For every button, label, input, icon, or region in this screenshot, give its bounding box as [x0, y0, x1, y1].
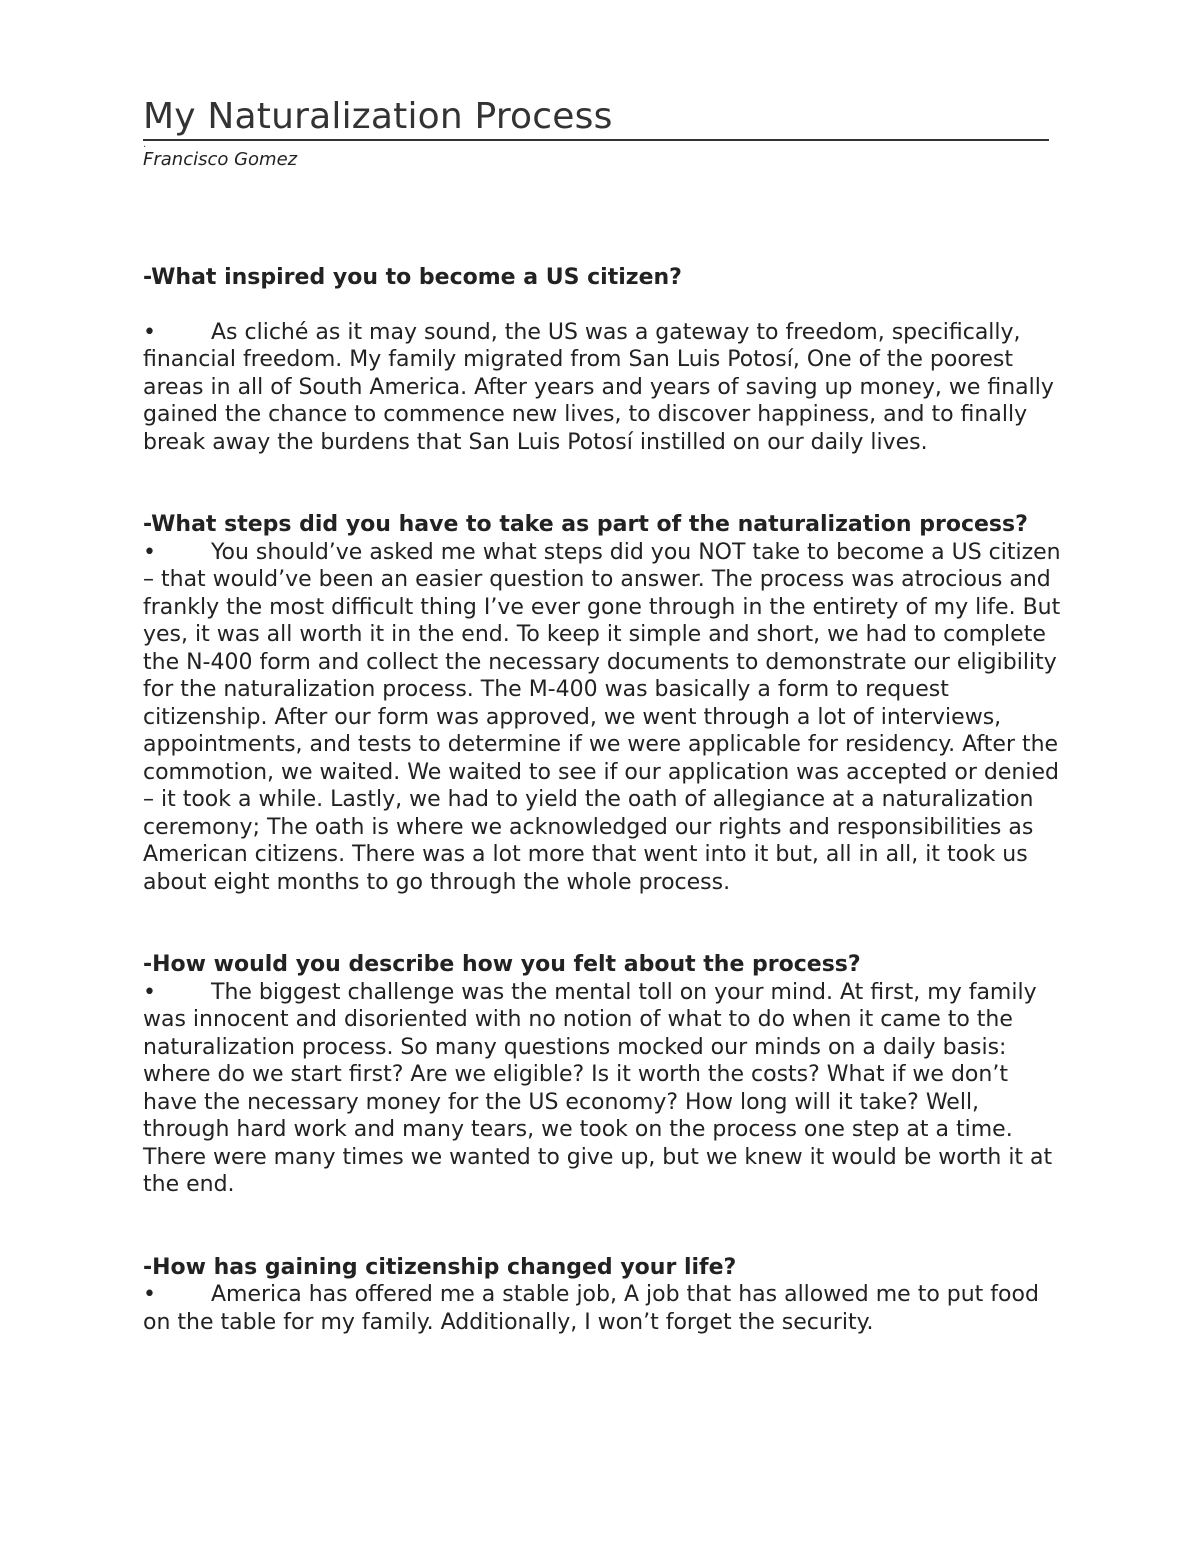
answer-2-text: You should’ve asked me what steps did you NOT take to become a US citizen – that would’ve been an easier question to answer. The process was atrocious and frankly the most difficult thing I’ve ever gone through in the entirety of my life. But yes, it was all worth it in the end. To keep it simple and short, we had to complete the N-400 form and collect the necessary documents to demonstrate our eligibility for the naturalization process. The M-400 was basically a form to request citizenship. After our form was approved, we went through a lot of interviews, appointments, and tests to determine if we were applicable for residency. After the commotion, we waited. We waited to see if our application was accepted or denied – it took a while. Lastly, we had to yield the oath of allegiance at a naturalization ceremony; The oath is where we acknowledged our rights and responsibilities as American citizens. There was a lot more that went into it but, all in all, it took us about eight months to go through the whole process. — [143, 539, 1061, 895]
question-2: -What steps did you have to take as part of the naturalization process? — [143, 512, 1028, 537]
answer-3-text: The biggest challenge was the mental toll on your mind. At first, my family was innocent and disoriented with no notion of what to do when it came to the naturalization process. So many questions mocked our minds on a daily basis: where do we start first? Are we eligible? Is it worth the costs? What if we don’t have the necessary money for the US economy? How long will it take? Well, through hard work and many tears, we took on the process one step at a time. There were many times we wanted to give up, but we knew it would be worth it at the end. — [143, 979, 1053, 1197]
answer-1-text: As cliché as it may sound, the US was a gateway to freedom, specifically, financial freedom. My family migrated from San Luis Potosí, One of the poorest areas in all of South America. After years and years of saving up money, we finally gained the chance to commence new lives, to discover happiness, and to finally break away the burdens that San Luis Potosí instilled on our daily lives. — [143, 319, 1054, 455]
bullet-icon: • — [143, 979, 156, 1005]
document-page — [143, 95, 1063, 1336]
document-title: My Naturalization Process — [143, 95, 1049, 141]
bullet-icon: • — [143, 319, 156, 345]
answer-4 — [143, 1281, 1063, 1336]
title-mark: . — [143, 139, 147, 150]
question-1: -What inspired you to become a US citizen? — [143, 265, 682, 290]
question-3: -How would you describe how you felt about the process? — [143, 952, 861, 977]
bullet-icon: • — [143, 539, 156, 565]
bullet-icon: • — [143, 1282, 156, 1307]
question-4: -How has gaining citizenship changed your life? — [143, 1254, 737, 1280]
answer-2 — [143, 539, 1063, 897]
answer-4-text: America has offered me a stable job, A job that has allowed me to put food on the table for my family. Additionally, I won’t forget the security. — [143, 1282, 1039, 1335]
answer-3 — [143, 979, 1063, 1199]
author-name: Francisco Gomez — [143, 149, 298, 170]
answer-1 — [143, 319, 1063, 457]
